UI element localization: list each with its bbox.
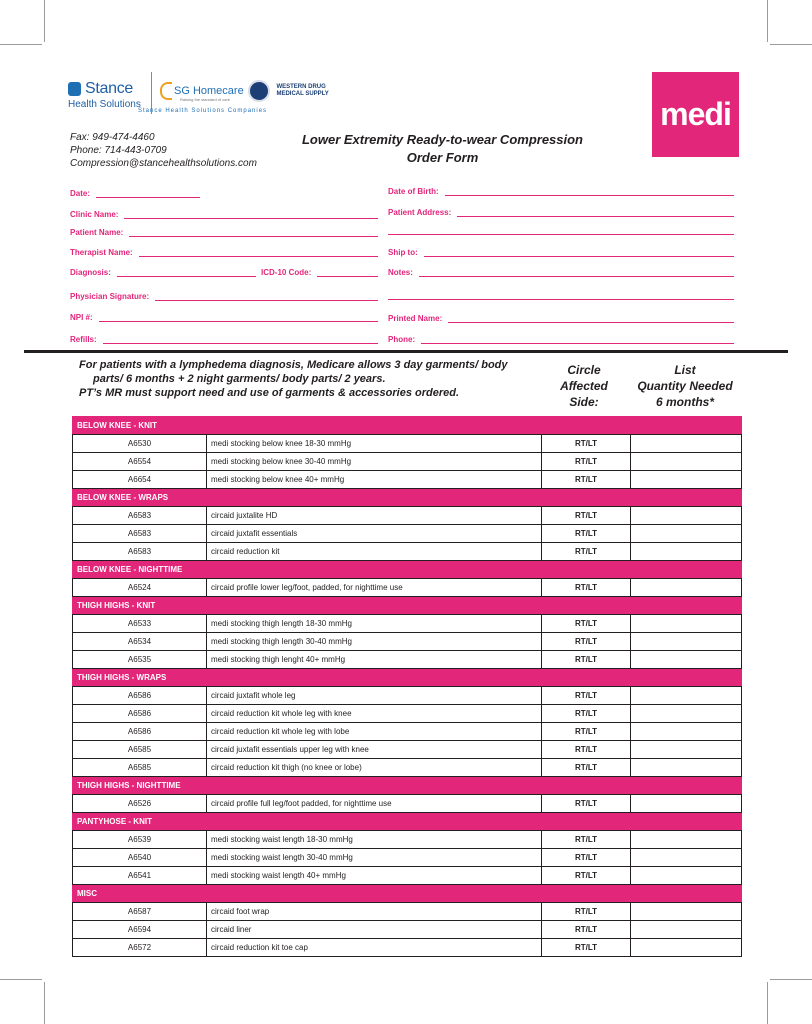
affected-side-cell[interactable]: RT/LT	[542, 867, 631, 885]
medi-logo-text: medi	[660, 96, 731, 132]
quantity-cell[interactable]	[631, 867, 742, 885]
form-title	[270, 131, 615, 167]
affected-side-cell[interactable]: RT/LT	[542, 831, 631, 849]
notice-line2: parts/ 6 months + 2 night garments/ body parts/ 2 years.	[93, 373, 386, 385]
table-row	[73, 543, 742, 561]
quantity-cell[interactable]	[631, 435, 742, 453]
table-row	[73, 453, 742, 471]
affected-side-cell[interactable]: RT/LT	[542, 471, 631, 489]
item-description: circaid profile lower leg/foot, padded, for nighttime use	[207, 579, 542, 597]
field-label: Therapist Name:	[70, 248, 133, 257]
field-label: Date of Birth:	[388, 187, 439, 196]
medi-logo	[652, 72, 739, 157]
affected-side-cell[interactable]: RT/LT	[542, 615, 631, 633]
stance-logo-icon	[68, 82, 81, 96]
crop-mark	[770, 979, 812, 980]
section-title: BELOW KNEE - NIGHTTIME	[73, 561, 742, 579]
stance-logo	[68, 80, 141, 110]
quantity-cell[interactable]	[631, 687, 742, 705]
quantity-cell[interactable]	[631, 507, 742, 525]
sg-logo-name: SG Homecare	[174, 84, 244, 97]
item-description: circaid reduction kit whole leg with lobe	[207, 723, 542, 741]
field-line	[424, 248, 734, 257]
quantity-cell[interactable]	[631, 759, 742, 777]
table-row	[73, 741, 742, 759]
section-title: THIGH HIGHS - WRAPS	[73, 669, 742, 687]
order-table	[72, 416, 742, 957]
table-row	[73, 903, 742, 921]
hcpcs-code: A6594	[73, 921, 207, 939]
npi-field[interactable]	[70, 310, 378, 322]
item-description: circaid juxtafit whole leg	[207, 687, 542, 705]
table-row	[73, 525, 742, 543]
affected-side-cell[interactable]: RT/LT	[542, 903, 631, 921]
quantity-cell[interactable]	[631, 579, 742, 597]
seal-icon	[248, 80, 270, 102]
quantity-cell[interactable]	[631, 741, 742, 759]
affected-side-cell[interactable]: RT/LT	[542, 507, 631, 525]
field-line	[99, 313, 378, 322]
field-line	[103, 335, 378, 344]
section-title: BELOW KNEE - WRAPS	[73, 489, 742, 507]
quantity-cell[interactable]	[631, 831, 742, 849]
side-header-line3: Side:	[569, 395, 599, 409]
quantity-cell[interactable]	[631, 453, 742, 471]
crop-mark	[767, 0, 768, 42]
field-label: Notes:	[388, 268, 413, 277]
affected-side-cell[interactable]: RT/LT	[542, 453, 631, 471]
field-line	[139, 248, 378, 257]
hcpcs-code: A6583	[73, 525, 207, 543]
field-line	[448, 314, 734, 323]
icd10-code-field[interactable]	[261, 265, 378, 277]
affected-side-cell[interactable]: RT/LT	[542, 579, 631, 597]
quantity-cell[interactable]	[631, 921, 742, 939]
qty-header-line2: Quantity Needed	[637, 379, 733, 393]
table-row	[73, 921, 742, 939]
affected-side-cell[interactable]: RT/LT	[542, 759, 631, 777]
company-logos	[68, 72, 368, 118]
field-line	[96, 189, 200, 198]
crop-mark	[0, 44, 42, 45]
hcpcs-code: A6539	[73, 831, 207, 849]
crop-mark	[44, 0, 45, 42]
table-row	[73, 579, 742, 597]
date-field[interactable]	[70, 186, 200, 198]
notes-line-2[interactable]	[388, 298, 734, 300]
hcpcs-code: A6585	[73, 741, 207, 759]
field-line	[445, 187, 734, 196]
table-row	[73, 471, 742, 489]
companies-tagline: Stance Health Solutions Companies	[138, 108, 268, 114]
diagnosis-field[interactable]	[70, 265, 256, 277]
section-header	[73, 813, 742, 831]
item-description: circaid juxtafit essentials upper leg with knee	[207, 741, 542, 759]
field-label: NPI #:	[70, 313, 93, 322]
notice-line1: For patients with a lymphedema diagnosis, Medicare allows 3 day garments/ body	[79, 359, 508, 371]
contact-info	[70, 131, 257, 170]
form-title-line1: Lower Extremity Ready-to-wear Compression	[301, 132, 584, 147]
item-description: medi stocking waist length 30-40 mmHg	[207, 849, 542, 867]
field-line	[457, 208, 734, 217]
quantity-cell[interactable]	[631, 705, 742, 723]
ship-to-field[interactable]	[388, 245, 734, 257]
hcpcs-code: A6583	[73, 507, 207, 525]
table-row	[73, 633, 742, 651]
item-description: medi stocking below knee 18-30 mmHg	[207, 435, 542, 453]
table-row	[73, 507, 742, 525]
hcpcs-code: A6526	[73, 795, 207, 813]
phone-field[interactable]	[388, 332, 734, 344]
field-line	[317, 268, 378, 277]
item-description: medi stocking waist length 40+ mmHg	[207, 867, 542, 885]
quantity-cell[interactable]	[631, 903, 742, 921]
therapist-name-field[interactable]	[70, 245, 378, 257]
hcpcs-code: A6554	[73, 453, 207, 471]
hcpcs-code: A6534	[73, 633, 207, 651]
affected-side-cell[interactable]: RT/LT	[542, 705, 631, 723]
item-description: medi stocking waist length 18-30 mmHg	[207, 831, 542, 849]
medicare-notice	[79, 358, 549, 400]
hcpcs-code: A6586	[73, 705, 207, 723]
sg-logo-tagline: Raising the standard of care	[180, 97, 231, 102]
item-description: circaid reduction kit thigh (no knee or lobe)	[207, 759, 542, 777]
stance-logo-sub: Health Solutions	[68, 99, 141, 111]
table-row	[73, 687, 742, 705]
refills-field[interactable]	[70, 332, 378, 344]
quantity-cell[interactable]	[631, 651, 742, 669]
field-line	[117, 268, 256, 277]
item-description: circaid profile full leg/foot padded, for nighttime use	[207, 795, 542, 813]
quantity-cell[interactable]	[631, 723, 742, 741]
table-row	[73, 939, 742, 957]
hcpcs-code: A6587	[73, 903, 207, 921]
table-row	[73, 795, 742, 813]
affected-side-cell[interactable]: RT/LT	[542, 939, 631, 957]
field-label: Phone:	[388, 335, 416, 344]
physician-signature-field[interactable]	[70, 289, 378, 301]
quantity-cell[interactable]	[631, 633, 742, 651]
affected-side-cell[interactable]: RT/LT	[542, 741, 631, 759]
printed-name-field[interactable]	[388, 311, 734, 323]
hcpcs-code: A6530	[73, 435, 207, 453]
field-label: Physician Signature:	[70, 292, 150, 301]
field-label: Ship to:	[388, 248, 418, 257]
section-title: THIGH HIGHS - KNIT	[73, 597, 742, 615]
form-title-line2: Order Form	[406, 150, 479, 165]
sg-logo-icon	[160, 82, 172, 100]
patient-address-line-2[interactable]	[388, 233, 734, 235]
field-line	[129, 228, 378, 237]
crop-mark	[44, 982, 45, 1024]
hcpcs-code: A6533	[73, 615, 207, 633]
quantity-header	[626, 362, 744, 410]
section-title: THIGH HIGHS - NIGHTTIME	[73, 777, 742, 795]
section-header	[73, 597, 742, 615]
section-header	[73, 777, 742, 795]
quantity-cell[interactable]	[631, 525, 742, 543]
section-header	[73, 489, 742, 507]
crop-mark	[767, 982, 768, 1024]
item-description: circaid liner	[207, 921, 542, 939]
hcpcs-code: A6572	[73, 939, 207, 957]
field-label: Diagnosis:	[70, 268, 111, 277]
field-line	[155, 292, 378, 301]
hcpcs-code: A6583	[73, 543, 207, 561]
table-row	[73, 723, 742, 741]
field-label: Refills:	[70, 335, 97, 344]
section-title: PANTYHOSE - KNIT	[73, 813, 742, 831]
contact-phone: Phone: 714-443-0709	[70, 145, 167, 156]
field-line	[421, 335, 734, 344]
crop-mark	[0, 979, 42, 980]
hcpcs-code: A6540	[73, 849, 207, 867]
affected-side-cell[interactable]: RT/LT	[542, 543, 631, 561]
table-row	[73, 705, 742, 723]
affected-side-cell[interactable]: RT/LT	[542, 687, 631, 705]
field-label: Clinic Name:	[70, 210, 119, 219]
section-header	[73, 669, 742, 687]
contact-email: Compression@stancehealthsolutions.com	[70, 158, 257, 169]
qty-header-line3: 6 months*	[655, 395, 714, 409]
patient-name-field[interactable]	[70, 225, 378, 237]
section-header	[73, 417, 742, 435]
quantity-cell[interactable]	[631, 849, 742, 867]
date-of-birth-field[interactable]	[388, 184, 734, 196]
section-divider	[24, 350, 788, 353]
quantity-cell[interactable]	[631, 471, 742, 489]
table-row	[73, 615, 742, 633]
patient-address-field[interactable]	[388, 205, 734, 217]
affected-side-cell[interactable]: RT/LT	[542, 435, 631, 453]
stance-logo-name: Stance	[85, 80, 134, 97]
affected-side-cell[interactable]: RT/LT	[542, 651, 631, 669]
crop-mark	[770, 44, 812, 45]
item-description: circaid foot wrap	[207, 903, 542, 921]
hcpcs-code: A6586	[73, 687, 207, 705]
item-description: circaid juxtafit essentials	[207, 525, 542, 543]
field-label: Patient Name:	[70, 228, 124, 237]
notice-line3: PT’s MR must support need and use of garments & accessories ordered.	[79, 387, 460, 399]
hcpcs-code: A6524	[73, 579, 207, 597]
item-description: medi stocking thigh lenght 40+ mmHg	[207, 651, 542, 669]
table-row	[73, 831, 742, 849]
side-header-line2: Affected	[560, 379, 608, 393]
qty-header-line1: List	[674, 363, 696, 377]
field-label: Patient Address:	[388, 208, 452, 217]
quantity-cell[interactable]	[631, 939, 742, 957]
quantity-cell[interactable]	[631, 543, 742, 561]
field-line	[419, 268, 734, 277]
western-drug-name	[276, 84, 328, 98]
notes-field[interactable]	[388, 265, 734, 277]
affected-side-cell[interactable]: RT/LT	[542, 921, 631, 939]
field-label: Printed Name:	[388, 314, 443, 323]
field-line	[124, 210, 378, 219]
wd-name-line2: MEDICAL SUPPLY	[276, 91, 329, 97]
item-description: circaid juxtalite HD	[207, 507, 542, 525]
section-title: MISC	[73, 885, 742, 903]
hcpcs-code: A6535	[73, 651, 207, 669]
section-title: BELOW KNEE - KNIT	[73, 417, 742, 435]
hcpcs-code: A6586	[73, 723, 207, 741]
western-drug-logo	[248, 80, 329, 102]
item-description: circaid reduction kit whole leg with knee	[207, 705, 542, 723]
affected-side-cell[interactable]: RT/LT	[542, 795, 631, 813]
table-row	[73, 435, 742, 453]
affected-side-header	[548, 362, 620, 410]
hcpcs-code: A6654	[73, 471, 207, 489]
item-description: medi stocking thigh length 18-30 mmHg	[207, 615, 542, 633]
affected-side-cell[interactable]: RT/LT	[542, 849, 631, 867]
affected-side-cell[interactable]: RT/LT	[542, 633, 631, 651]
item-description: circaid reduction kit toe cap	[207, 939, 542, 957]
quantity-cell[interactable]	[631, 795, 742, 813]
field-label: Date:	[70, 189, 91, 198]
affected-side-cell[interactable]: RT/LT	[542, 723, 631, 741]
section-header	[73, 561, 742, 579]
table-row	[73, 759, 742, 777]
wd-name-line1: WESTERN DRUG	[276, 84, 326, 90]
hcpcs-code: A6541	[73, 867, 207, 885]
table-row	[73, 849, 742, 867]
item-description: medi stocking below knee 30-40 mmHg	[207, 453, 542, 471]
item-description: circaid reduction kit	[207, 543, 542, 561]
clinic-name-field[interactable]	[70, 207, 378, 219]
item-description: medi stocking below knee 40+ mmHg	[207, 471, 542, 489]
contact-fax: Fax: 949-474-4460	[70, 132, 155, 143]
side-header-line1: Circle	[567, 363, 601, 377]
affected-side-cell[interactable]: RT/LT	[542, 525, 631, 543]
quantity-cell[interactable]	[631, 615, 742, 633]
field-label: ICD-10 Code:	[261, 268, 312, 277]
table-row	[73, 651, 742, 669]
item-description: medi stocking thigh length 30-40 mmHg	[207, 633, 542, 651]
hcpcs-code: A6585	[73, 759, 207, 777]
table-row	[73, 867, 742, 885]
section-header	[73, 885, 742, 903]
